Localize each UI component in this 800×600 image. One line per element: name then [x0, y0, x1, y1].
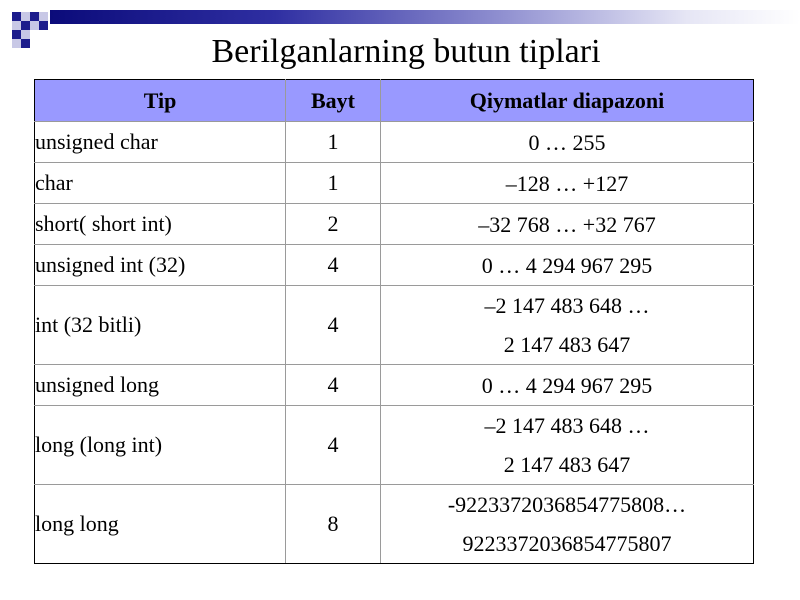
table-row: [35, 286, 754, 365]
byte-size-cell: 4: [286, 365, 381, 406]
column-header-bayt: Bayt: [286, 80, 381, 122]
header-gradient-bar: [50, 10, 800, 24]
range-text: -9223372036854775808…: [447, 492, 687, 517]
type-name-cell: short( short int): [35, 204, 286, 245]
range-text: 9223372036854775807: [462, 531, 672, 556]
range-text: 0 … 4 294 967 295: [481, 372, 653, 398]
table-header-row: [35, 80, 754, 122]
decor-square: [30, 21, 39, 30]
table-row: [35, 163, 754, 204]
decor-square: [21, 12, 30, 21]
range-text: –2 147 483 648 …: [484, 413, 650, 438]
value-range-cell: [381, 204, 754, 245]
decor-square: [39, 21, 48, 30]
byte-size-cell: 4: [286, 245, 381, 286]
table-row: [35, 365, 754, 406]
type-name-cell: unsigned long: [35, 365, 286, 406]
table-row: [35, 485, 754, 564]
value-range-cell: [381, 406, 754, 485]
value-range-cell: [381, 365, 754, 406]
type-name-cell: int (32 bitli): [35, 286, 286, 365]
column-header-range: Qiymatlar diapazoni: [381, 80, 754, 122]
range-text: 0 … 4 294 967 295: [481, 252, 653, 278]
type-name-cell: long long: [35, 485, 286, 564]
value-range-cell: [381, 485, 754, 564]
range-text: 2 147 483 647: [503, 452, 631, 477]
decor-square: [12, 12, 21, 21]
table-row: [35, 245, 754, 286]
table-row: [35, 406, 754, 485]
value-range-cell: [381, 286, 754, 365]
decor-square: [12, 21, 21, 30]
type-name-cell: char: [35, 163, 286, 204]
type-name-cell: unsigned char: [35, 122, 286, 163]
type-name-cell: unsigned int (32): [35, 245, 286, 286]
table-row: [35, 204, 754, 245]
value-range-cell: [381, 245, 754, 286]
byte-size-cell: 8: [286, 485, 381, 564]
byte-size-cell: 1: [286, 163, 381, 204]
range-text: –32 768 … +32 767: [478, 211, 656, 237]
decor-square: [21, 21, 30, 30]
type-name-cell: long (long int): [35, 406, 286, 485]
byte-size-cell: 2: [286, 204, 381, 245]
decor-square: [30, 12, 39, 21]
byte-size-cell: 4: [286, 286, 381, 365]
value-range-cell: [381, 163, 754, 204]
range-text: –128 … +127: [505, 170, 629, 196]
byte-size-cell: 4: [286, 406, 381, 485]
integer-types-table: [34, 79, 754, 564]
range-text: –2 147 483 648 …: [484, 293, 650, 318]
range-text: 0 … 255: [528, 129, 606, 155]
decor-square: [39, 12, 48, 21]
range-text: 2 147 483 647: [503, 332, 631, 357]
value-range-cell: [381, 122, 754, 163]
column-header-tip: Tip: [35, 80, 286, 122]
byte-size-cell: 1: [286, 122, 381, 163]
slide-title: Berilganlarning butun tiplari: [211, 33, 601, 70]
table-row: [35, 122, 754, 163]
